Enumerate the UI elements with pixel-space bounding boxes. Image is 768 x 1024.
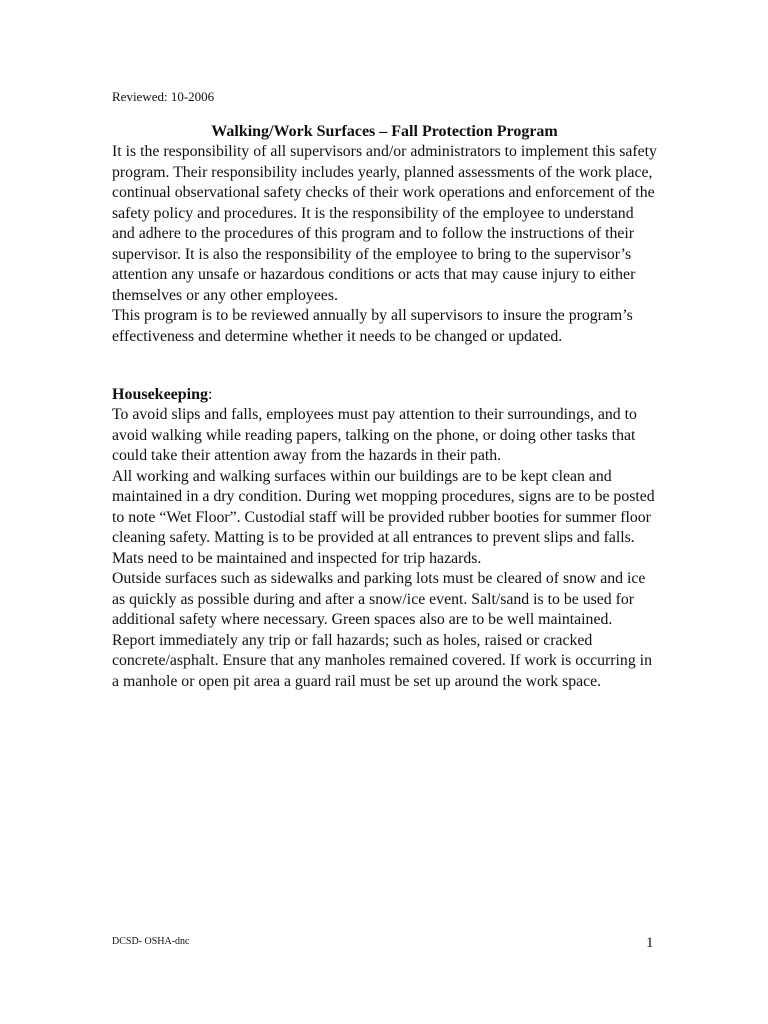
paragraph-responsibilities: It is the responsibility of all supervisors and/or administrators to implement this safety program. Their responsibility includes yearly, planned assessments of the work place, continual observational safety checks of their work operations and enforcement of the safety policy and procedures. It is the responsibility of the employee to understand and adhere to the procedures of this program and to follow the instructions of their supervisor. It is also the responsibility of the employee to bring to the supervisor’s attention any unsafe or hazardous conditions or acts that may cause injury to either themselves or any other employees.: [112, 143, 657, 304]
section-heading-text: Housekeeping: [112, 386, 209, 403]
document-title: Walking/Work Surfaces – Fall Protection Program: [211, 123, 558, 140]
footer-page-number: 1: [646, 935, 654, 951]
paragraph-outside-surfaces: Outside surfaces such as sidewalks and parking lots must be cleared of snow and ice as quickly as possible during and after a snow/ice event. Salt/sand is to be used for additional safety where necessary. Green spaces also are to be well maintained. Report immediately any trip or fall hazards; such as holes, raised or cracked concrete/asphalt. Ensure that any manholes remained covered. If work is occurring in a manhole or open pit area a guard rail must be set up around the work space.: [112, 570, 652, 690]
footer-document-code: DCSD- OSHA-dnc: [112, 936, 190, 947]
paragraph-indoor-surfaces: All working and walking surfaces within our buildings are to be kept clean and maintained in a dry condition. During wet mopping procedures, signs are to be posted to note “Wet Floor”. Custodial staff will be provided rubber booties for summer floor cleaning safety. Matting is to be provided at all entrances to prevent slips and falls. Mats need to be maintained and inspected for trip hazards.: [112, 467, 655, 567]
reviewed-date: Reviewed: 10-2006: [112, 89, 215, 104]
section-heading-housekeeping: [112, 385, 657, 405]
paragraph-annual-review: This program is to be reviewed annually by all supervisors to insure the program’s effectiveness and determine whether it needs to be changed or updated.: [112, 307, 633, 345]
section-heading-colon: :: [208, 386, 213, 403]
document-page: [112, 88, 657, 692]
paragraph-avoid-slips: To avoid slips and falls, employees must pay attention to their surroundings, and to avoid walking while reading papers, talking on the phone, or doing other tasks that could take their attention away from the hazards in their path.: [112, 406, 637, 464]
